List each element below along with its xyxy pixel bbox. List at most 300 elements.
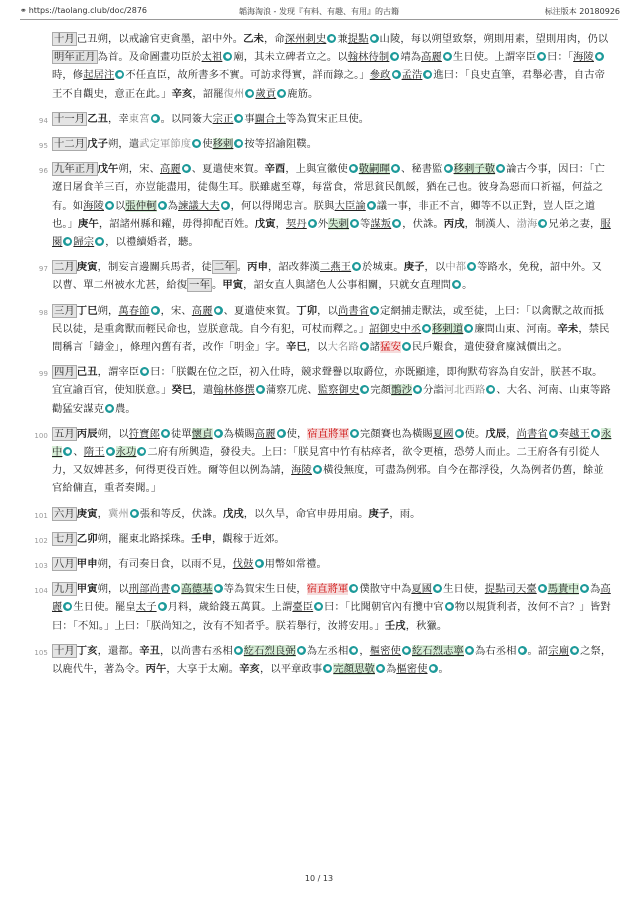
day-marker: 乙未 bbox=[243, 33, 264, 45]
person-name[interactable]: 永中 bbox=[52, 427, 612, 459]
date-marker: 六月 bbox=[54, 507, 75, 520]
text-run: ，以 bbox=[317, 304, 338, 317]
date-marker: 一年 bbox=[189, 279, 210, 292]
annotation-icon[interactable]: ● bbox=[581, 585, 588, 593]
text-run: ， bbox=[359, 644, 370, 657]
text-run: ，制妄言邊關兵馬者，徒 bbox=[97, 261, 212, 274]
text-run: ， bbox=[506, 427, 517, 440]
text-run: 朔，以 bbox=[97, 427, 129, 440]
office-term[interactable]: 闢合土 bbox=[254, 112, 286, 125]
text-run: 。 bbox=[462, 279, 473, 292]
annotation-icon[interactable]: ● bbox=[550, 429, 556, 437]
text-run: 完顏賽也為橫賜 bbox=[359, 427, 433, 440]
office-term[interactable]: 歲貢 bbox=[255, 87, 277, 100]
paragraph bbox=[30, 580, 612, 635]
text-run: ，制漢人、 bbox=[464, 217, 517, 230]
office-term[interactable]: 提點 bbox=[347, 33, 369, 45]
title-term[interactable]: 宿直將軍 bbox=[306, 583, 349, 596]
place-term[interactable]: 冀州 bbox=[108, 507, 129, 520]
person-name[interactable]: 永功 bbox=[115, 446, 137, 459]
day-marker: 甲寅 bbox=[222, 279, 244, 292]
text-run: 月料，歲給錢五萬貫。上謂 bbox=[167, 601, 293, 614]
day-marker: 辛酉 bbox=[264, 163, 286, 176]
text-run: 分詣 bbox=[422, 384, 444, 397]
office-term[interactable]: 伐鼓 bbox=[232, 558, 254, 571]
text-run: 不任直臣，故所書多不實。可訪求得實，詳而錄之。」 bbox=[125, 69, 370, 82]
day-marker: 辛亥 bbox=[239, 663, 260, 676]
office-term[interactable]: 翰林待制 bbox=[347, 51, 390, 64]
annotation-icon[interactable]: ● bbox=[215, 585, 221, 593]
text-run: 諸 bbox=[369, 341, 381, 354]
link-icon: ⚭ bbox=[20, 6, 27, 15]
text-run: 。詔 bbox=[527, 644, 549, 657]
day-marker: 壬戌 bbox=[384, 619, 406, 632]
office-term[interactable]: 萬春節 bbox=[118, 304, 150, 317]
annotation-icon[interactable]: ● bbox=[434, 585, 441, 593]
text-run: 完顏 bbox=[370, 384, 392, 397]
annotation-icon[interactable]: ● bbox=[236, 114, 242, 122]
office-term[interactable]: 尚書省 bbox=[337, 304, 370, 317]
text-run: 朔，有司奏日食，以雨不見， bbox=[97, 558, 233, 571]
text-run: 朔， bbox=[97, 304, 119, 317]
text-run: 生日使。罷皇 bbox=[73, 601, 136, 614]
day-marker: 丙辰 bbox=[76, 427, 98, 440]
page-number: 10 / 13 bbox=[304, 874, 334, 883]
place-name[interactable]: 高麗 bbox=[421, 51, 442, 64]
annotation-icon[interactable]: ● bbox=[350, 165, 356, 173]
annotation-icon[interactable]: ● bbox=[403, 646, 410, 654]
place-term[interactable]: 河北西路 bbox=[443, 384, 486, 397]
text-run: 之祭，以鹿代牛，著為令。 bbox=[52, 644, 612, 676]
day-marker: 辛丑 bbox=[139, 644, 160, 657]
text-run: 以 bbox=[115, 199, 126, 212]
person-name[interactable]: 高德基 bbox=[181, 583, 213, 596]
annotation-icon[interactable]: ● bbox=[414, 386, 421, 394]
annotation-icon[interactable]: ● bbox=[131, 509, 137, 517]
text-run: ，何以得聞忠言。朕與 bbox=[230, 199, 335, 212]
office-term[interactable]: 諫議大夫 bbox=[178, 199, 220, 212]
paragraph bbox=[30, 110, 612, 128]
office-term[interactable]: 監察御史 bbox=[317, 384, 360, 397]
text-run: 為 bbox=[385, 663, 397, 676]
person-name[interactable]: 懷貞 bbox=[191, 427, 213, 440]
annotation-icon[interactable]: ● bbox=[235, 646, 241, 654]
text-run: 等為賀宋正旦使。 bbox=[285, 112, 370, 125]
office-term[interactable]: 刺史 bbox=[305, 33, 327, 45]
day-marker: 辛亥 bbox=[171, 87, 193, 100]
text-run: 曰：「比聞朝官內有攬中官 bbox=[324, 601, 444, 614]
text-run: 奏 bbox=[558, 427, 570, 440]
line-number: 96 bbox=[38, 167, 48, 176]
title-term[interactable]: 猛安 bbox=[380, 341, 401, 354]
day-marker: 戊午 bbox=[97, 163, 119, 176]
place-term[interactable]: 武定軍節度 bbox=[139, 138, 192, 151]
text-run: 進曰：「良史直筆，君舉必書，自古帝王不自觀史，意正在此。」 bbox=[52, 69, 605, 100]
annotation-icon[interactable]: ● bbox=[445, 165, 451, 173]
annotation-icon[interactable]: ● bbox=[139, 448, 145, 456]
place-name[interactable]: 夏國 bbox=[411, 583, 433, 596]
office-term[interactable]: 樞密使 bbox=[396, 663, 428, 676]
text-run: 於城東。 bbox=[362, 261, 404, 274]
text-run: 鹿筋。 bbox=[287, 87, 319, 100]
annotation-icon[interactable]: ● bbox=[106, 201, 113, 209]
annotation-icon[interactable]: ● bbox=[540, 219, 546, 227]
text-run: 兼 bbox=[337, 33, 348, 45]
paragraph bbox=[30, 135, 612, 153]
text-run: ，謂宰臣 bbox=[97, 366, 140, 379]
text-run: 。 bbox=[211, 279, 223, 292]
annotation-icon[interactable]: ● bbox=[446, 603, 452, 611]
line-number: 103 bbox=[34, 562, 48, 571]
text-run: ，大享于太廟。 bbox=[166, 663, 240, 676]
paragraph bbox=[30, 505, 612, 523]
text-run: 兄弟之妻， bbox=[548, 217, 601, 230]
text-run: 張和等反，伏誅。 bbox=[139, 507, 223, 520]
annotation-icon[interactable]: ● bbox=[519, 646, 525, 654]
day-marker: 庚寅 bbox=[76, 507, 98, 520]
text-run: 使， bbox=[286, 427, 308, 440]
date-marker: 八月 bbox=[54, 558, 75, 571]
office-term[interactable]: 謀叛 bbox=[370, 217, 392, 230]
text-run: 山陵，每以朔望致祭，朔則用素，望則用肉，仍以 bbox=[379, 33, 609, 45]
office-term[interactable]: 大臣論 bbox=[334, 199, 366, 212]
office-term[interactable]: 樞密使 bbox=[369, 644, 401, 657]
annotation-icon[interactable]: ● bbox=[117, 71, 123, 79]
text-run: 等為賀宋生日使， bbox=[223, 583, 307, 596]
office-term[interactable]: 尚書省 bbox=[516, 427, 548, 440]
text-run: 時，修 bbox=[52, 69, 84, 82]
text-run: ，禁民間稱言「鑄金」，條理內舊有者，改作「明金」字。 bbox=[52, 322, 610, 354]
text-run: 生日使， bbox=[443, 583, 485, 596]
line-number: 105 bbox=[34, 648, 48, 657]
text-run: ，幸 bbox=[108, 112, 129, 125]
line-number: 101 bbox=[34, 511, 48, 520]
text-run: 使 bbox=[202, 138, 213, 151]
source-url-text[interactable]: https://taolang.club/doc/2876 bbox=[28, 6, 148, 15]
annotation-icon[interactable]: ● bbox=[257, 386, 263, 394]
day-marker: 壬申 bbox=[191, 532, 212, 545]
person-name[interactable]: 紇石烈良弼 bbox=[243, 644, 296, 657]
annotation-icon[interactable]: ● bbox=[162, 429, 169, 437]
annotation-icon[interactable]: ● bbox=[194, 140, 200, 148]
text-run: 外 bbox=[317, 217, 329, 230]
annotation-icon[interactable]: ● bbox=[351, 585, 357, 593]
person-name[interactable]: 敬嗣暉 bbox=[358, 163, 390, 176]
text-run: ，以久旱，命官申毋用扇。 bbox=[243, 507, 369, 520]
text-run: 、大名、河南、山東等路勸猛安謀克 bbox=[52, 384, 611, 415]
place-name[interactable]: 高麗 bbox=[52, 583, 611, 614]
text-run: 為橫賜 bbox=[223, 427, 255, 440]
text-run: 曰：「 bbox=[547, 51, 574, 64]
annotation-icon[interactable]: ● bbox=[571, 646, 578, 654]
paragraph bbox=[30, 642, 612, 678]
annotation-icon[interactable]: ● bbox=[106, 404, 113, 412]
office-term[interactable]: 太子 bbox=[135, 601, 157, 614]
place-name[interactable]: 高麗 bbox=[159, 163, 181, 176]
text-run: ，觀稼于近郊。 bbox=[211, 532, 285, 545]
line-number: 102 bbox=[34, 536, 48, 545]
annotation-icon[interactable]: ● bbox=[183, 165, 189, 173]
text-run: 、夏遣使來賀。 bbox=[191, 163, 265, 176]
annotation-icon[interactable]: ● bbox=[309, 219, 315, 227]
place-name[interactable]: 夏國 bbox=[432, 427, 454, 440]
text-run: 為左丞相 bbox=[306, 644, 349, 657]
person-name[interactable]: 馬貴中 bbox=[547, 583, 579, 596]
day-marker: 丁巳 bbox=[76, 304, 98, 317]
text-run: ，以 bbox=[306, 341, 328, 354]
annotation-icon[interactable]: ● bbox=[351, 429, 358, 437]
place-term[interactable]: 東宮 bbox=[128, 112, 150, 125]
annotation-icon[interactable]: ● bbox=[278, 429, 284, 437]
person-name[interactable]: 失剌 bbox=[328, 217, 349, 230]
annotation-icon[interactable]: ● bbox=[142, 368, 148, 376]
annotation-icon[interactable]: ● bbox=[394, 219, 400, 227]
annotation-icon[interactable]: ● bbox=[425, 71, 431, 79]
annotation-icon[interactable]: ● bbox=[256, 560, 262, 568]
place-term[interactable]: 中都 bbox=[445, 261, 467, 274]
place-term[interactable]: 復州 bbox=[223, 87, 245, 100]
annotation-icon[interactable]: ● bbox=[159, 201, 165, 209]
annotation-icon[interactable]: ● bbox=[97, 238, 103, 246]
annotation-icon[interactable]: ● bbox=[592, 429, 599, 437]
annotation-icon[interactable]: ● bbox=[152, 114, 158, 122]
annotation-icon[interactable]: ● bbox=[466, 646, 473, 654]
annotation-icon[interactable]: ● bbox=[403, 343, 410, 351]
place-name[interactable]: 高麗 bbox=[254, 427, 276, 440]
annotation-icon[interactable]: ● bbox=[444, 53, 451, 61]
day-marker: 戊子 bbox=[87, 138, 108, 151]
annotation-icon[interactable]: ● bbox=[329, 35, 335, 42]
annotation-icon[interactable]: ● bbox=[368, 201, 374, 209]
day-marker: 丁卯 bbox=[296, 304, 318, 317]
annotation-icon[interactable]: ● bbox=[107, 448, 113, 456]
person-name[interactable]: 完顏思敬 bbox=[333, 663, 375, 676]
text-run: ，詔諸州縣和糴，毋得抑配百姓。 bbox=[98, 217, 255, 230]
place-name[interactable]: 深州 bbox=[284, 33, 306, 45]
paragraph bbox=[30, 530, 612, 548]
line-number: 99 bbox=[38, 370, 48, 379]
text-run: 為 bbox=[167, 199, 179, 212]
office-term[interactable]: 符寶郎 bbox=[128, 427, 160, 440]
text-run: 論古今事，因曰：「亡遼日屠食羊三百，亦豈能盡用，徒傷生耳。朕雖處至尊，每當食，常思貧民飢餒，猶在己也。彼身為惡而口祈福，何益之有。如 bbox=[52, 163, 605, 212]
text-run: ，以平章政事 bbox=[259, 663, 323, 676]
day-marker: 庚子 bbox=[368, 507, 390, 520]
header-divider bbox=[20, 19, 618, 20]
person-name[interactable]: 移剌子敬 bbox=[453, 163, 496, 176]
date-marker: 明年正月 bbox=[54, 51, 96, 64]
text-run: 。 bbox=[236, 261, 248, 274]
line-number: 100 bbox=[34, 431, 48, 440]
text-run: 橫役無度，可盡為例邪。自今在都浮役，久為例者仍舊，餘並官給傭直，重者奏聞。」 bbox=[52, 464, 604, 495]
place-name[interactable]: 高麗 bbox=[191, 304, 213, 317]
annotation-icon[interactable]: ● bbox=[456, 429, 462, 437]
text-run: ，宋、 bbox=[160, 304, 192, 317]
page-header bbox=[0, 0, 638, 22]
text-run: 按等招諭阻䪁。 bbox=[244, 138, 318, 151]
office-term[interactable]: 海陵 bbox=[573, 51, 594, 64]
text-run: 為首。及命圖畫功臣於 bbox=[97, 51, 202, 64]
office-term[interactable]: 太祖 bbox=[201, 51, 223, 64]
annotation-icon[interactable]: ● bbox=[372, 306, 378, 314]
annotation-icon[interactable]: ● bbox=[298, 646, 304, 654]
place-term[interactable]: 大名路 bbox=[327, 341, 359, 354]
date-marker: 五月 bbox=[54, 427, 75, 440]
text-run: 僕散守中為 bbox=[359, 583, 412, 596]
annotation-icon[interactable]: ● bbox=[351, 219, 358, 227]
line-number: 97 bbox=[38, 265, 48, 274]
office-term[interactable]: 翰林修撰 bbox=[213, 384, 255, 397]
annotation-icon[interactable]: ● bbox=[430, 665, 436, 673]
annotation-icon[interactable]: ● bbox=[392, 53, 398, 61]
day-marker: 戊戌 bbox=[222, 507, 244, 520]
text-run: 朔，以 bbox=[97, 583, 129, 596]
annotation-icon[interactable]: ● bbox=[453, 281, 460, 289]
text-run: 。以同簽大 bbox=[160, 112, 213, 125]
annotation-icon[interactable]: ● bbox=[65, 448, 71, 456]
text-run: 己丑朔，以戒諭官吏貪墨，詔中外。 bbox=[76, 33, 244, 45]
annotation-icon[interactable]: ● bbox=[371, 35, 377, 42]
annotation-icon[interactable]: ● bbox=[353, 263, 360, 271]
office-term[interactable]: 歸宗 bbox=[73, 236, 95, 249]
day-marker: 癸巳 bbox=[171, 384, 193, 397]
document-body bbox=[30, 30, 612, 685]
annotation-icon[interactable]: ● bbox=[423, 324, 430, 332]
annotation-icon[interactable]: ● bbox=[362, 386, 368, 394]
annotation-icon[interactable]: ● bbox=[539, 585, 545, 593]
office-term[interactable]: 提點司天臺 bbox=[484, 583, 537, 596]
text-run: 議一事，非正不言，卿等不以正對，豈人臣之道也。」 bbox=[52, 199, 596, 230]
place-term[interactable]: 渤海 bbox=[516, 217, 538, 230]
annotation-icon[interactable]: ● bbox=[152, 306, 158, 314]
text-run: ， bbox=[97, 507, 108, 520]
annotation-icon[interactable]: ● bbox=[314, 466, 321, 474]
annotation-icon[interactable]: ● bbox=[361, 343, 367, 351]
annotation-icon[interactable]: ● bbox=[222, 201, 228, 209]
office-term[interactable]: 二燕王 bbox=[319, 261, 352, 274]
site-title: 韜海淘浪 - 发现『有料、有趣、有用』的古籍 bbox=[239, 7, 399, 16]
annotation-icon[interactable]: ● bbox=[247, 89, 253, 97]
line-number: 104 bbox=[34, 587, 48, 596]
text-run: 為右丞相 bbox=[474, 644, 517, 657]
annotation-icon[interactable]: ● bbox=[596, 53, 603, 61]
annotation-icon[interactable]: ● bbox=[497, 165, 504, 173]
text-run: ，秋獵。 bbox=[405, 619, 448, 632]
annotation-icon[interactable]: ● bbox=[393, 71, 399, 79]
office-term[interactable]: 海陵 bbox=[83, 199, 104, 212]
person-name[interactable]: 移剌 bbox=[212, 138, 234, 151]
paragraph bbox=[30, 555, 612, 573]
day-marker: 丙戌 bbox=[443, 217, 465, 230]
text-run: 徒單 bbox=[171, 427, 192, 440]
title-term[interactable]: 宿直將軍 bbox=[307, 427, 349, 440]
person-name[interactable]: 移剌道 bbox=[432, 322, 464, 335]
annotation-icon[interactable]: ● bbox=[279, 89, 285, 97]
text-run: 廟，其未立碑者立之。以 bbox=[233, 51, 348, 64]
text-run: 、秘書監 bbox=[400, 163, 443, 176]
office-term[interactable]: 宗正 bbox=[212, 112, 234, 125]
text-run: ，詔女直人與諸色人公事相關，只就女直理問 bbox=[243, 279, 452, 292]
text-run: 曰：「朕觀在位之臣，初入仕時，競求聲譽以取爵位，亦既顯達，即徇默苟容為自安計，朕甚不取。宜宣諭百官，使知朕意。」 bbox=[52, 366, 603, 397]
text-run: 朔，罷東北路採珠。 bbox=[97, 532, 192, 545]
date-marker: 四月 bbox=[54, 366, 75, 379]
office-term[interactable]: 起居注 bbox=[83, 69, 115, 82]
date-marker: 十月 bbox=[54, 644, 75, 657]
annotation-icon[interactable]: ● bbox=[159, 603, 165, 611]
annotation-icon[interactable]: ● bbox=[468, 263, 475, 271]
person-name[interactable]: 鶻沙 bbox=[391, 384, 412, 397]
day-marker: 乙丑 bbox=[87, 112, 108, 125]
office-term[interactable]: 越王 bbox=[569, 427, 590, 440]
annotation-icon[interactable]: ● bbox=[466, 324, 472, 332]
text-run: ，以禮續婚者，聽。 bbox=[105, 236, 199, 249]
office-term[interactable]: 刑部尚書 bbox=[128, 583, 171, 596]
office-term[interactable]: 宗廟 bbox=[548, 644, 570, 657]
date-marker: 十一月 bbox=[54, 112, 86, 125]
annotation-icon[interactable]: ● bbox=[538, 53, 545, 61]
annotation-icon[interactable]: ● bbox=[65, 603, 71, 611]
version-label: 标注版本 20180926 bbox=[544, 7, 620, 16]
office-term[interactable]: 服闋 bbox=[52, 217, 611, 249]
day-marker: 丙午 bbox=[145, 663, 167, 676]
annotation-icon[interactable]: ● bbox=[215, 306, 221, 314]
text-run: 民戶艱食，遣使發倉廩減價出之。 bbox=[411, 341, 568, 354]
text-run: 朔，宋、 bbox=[118, 163, 160, 176]
day-marker: 辛巳 bbox=[285, 341, 307, 354]
text-run: ，還都。 bbox=[97, 644, 140, 657]
office-term[interactable]: 參政 bbox=[369, 69, 391, 82]
date-marker: 十二月 bbox=[54, 138, 86, 151]
office-term[interactable]: 臺臣 bbox=[292, 601, 314, 614]
annotation-icon[interactable]: ● bbox=[392, 165, 399, 173]
line-number: 95 bbox=[38, 142, 48, 151]
text-run: 用幣如常禮。 bbox=[264, 558, 327, 571]
annotation-icon[interactable]: ● bbox=[315, 603, 322, 611]
day-marker: 戊辰 bbox=[485, 427, 507, 440]
day-marker: 甲申 bbox=[76, 558, 98, 571]
annotation-icon[interactable]: ● bbox=[65, 238, 71, 246]
annotation-icon[interactable]: ● bbox=[225, 53, 231, 61]
day-marker: 戊寅 bbox=[254, 217, 276, 230]
paragraph bbox=[30, 258, 612, 294]
office-term[interactable]: 契丹 bbox=[286, 217, 307, 230]
text-run: 。 bbox=[438, 663, 449, 676]
annotation-icon[interactable]: ● bbox=[173, 585, 179, 593]
office-term[interactable]: 海陵 bbox=[291, 464, 312, 477]
text-run: ，以尚書右丞相 bbox=[159, 644, 233, 657]
person-name[interactable]: 張仲軻 bbox=[125, 199, 157, 212]
annotation-icon[interactable]: ● bbox=[325, 665, 331, 673]
text-run: 事 bbox=[244, 112, 255, 125]
text-run: 等路水，免稅，詔中外。又以曹、單二州被水尤甚，給復 bbox=[52, 261, 602, 292]
annotation-icon[interactable]: ● bbox=[236, 140, 242, 148]
text-run: ，以 bbox=[424, 261, 446, 274]
office-term[interactable]: 孟浩 bbox=[401, 69, 423, 82]
person-name[interactable]: 紇石烈志寧 bbox=[411, 644, 464, 657]
annotation-icon[interactable]: ● bbox=[488, 386, 494, 394]
annotation-icon[interactable]: ● bbox=[351, 646, 357, 654]
text-run: 生日使。上謂宰臣 bbox=[452, 51, 537, 64]
paragraph bbox=[30, 302, 612, 357]
annotation-icon[interactable]: ● bbox=[377, 665, 384, 673]
office-term[interactable]: 隋王 bbox=[83, 446, 105, 459]
paragraph bbox=[30, 425, 612, 498]
line-number: 98 bbox=[38, 308, 48, 317]
annotation-icon[interactable]: ● bbox=[215, 429, 221, 437]
day-marker: 庚寅 bbox=[76, 261, 98, 274]
office-term[interactable]: 詔御史中丞 bbox=[369, 322, 422, 335]
text-run: 二府有所興造，發役夫。上曰：「朕見宮中竹有枯瘁者，欲令更植，恐勞人而止。二王府各有引從人力，又奴婢甚多，何得更役百姓。爾等但以例為請， bbox=[52, 446, 600, 477]
text-run: 物以規貨利者，汝何不言？」皆對曰：「不知。」上曰：「朕尚知之，汝有不知者乎。朕若舉行，汝將安用。」 bbox=[52, 601, 611, 632]
